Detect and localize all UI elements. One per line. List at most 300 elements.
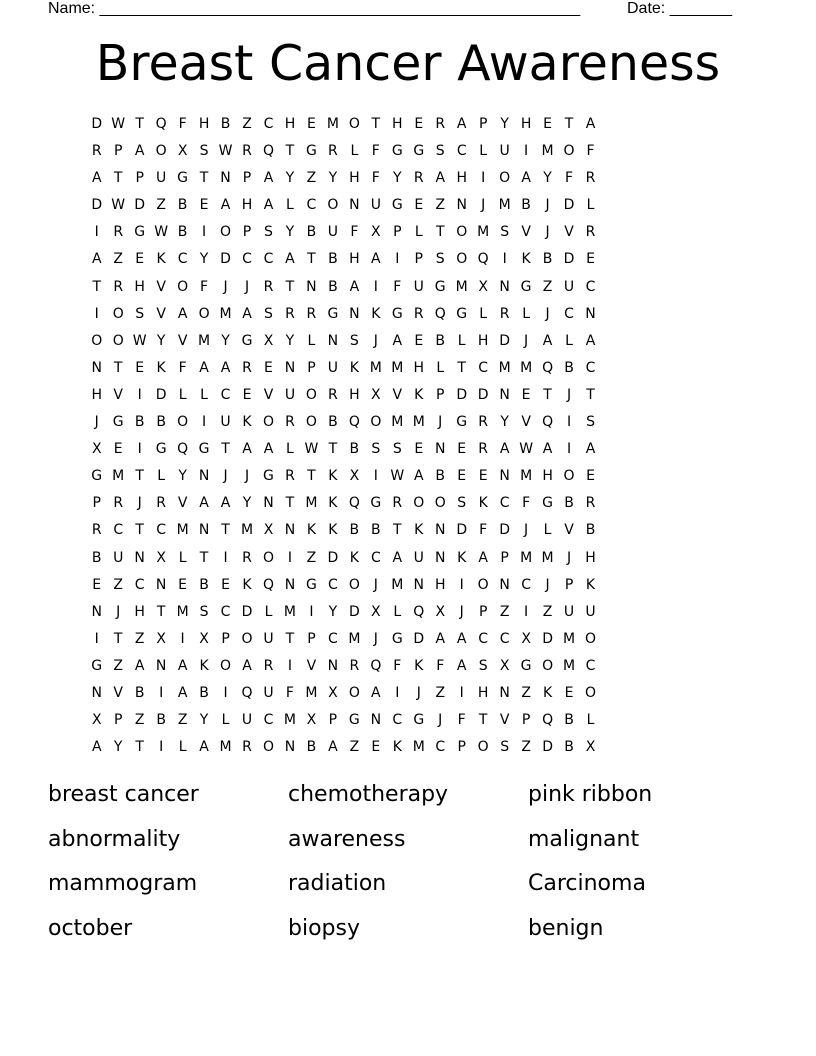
grid-letter: S: [349, 332, 359, 349]
grid-letter: I: [524, 143, 529, 160]
grid-letter: B: [521, 197, 531, 214]
grid-row: [86, 737, 730, 764]
grid-letter: T: [285, 630, 295, 647]
grid-letter: A: [542, 332, 553, 349]
grid-letter: Z: [242, 116, 252, 132]
grid-letter: W: [132, 332, 147, 349]
grid-letter: C: [242, 251, 252, 268]
grid-letter: R: [413, 305, 424, 322]
grid-letter: A: [585, 116, 596, 132]
grid-letter: D: [456, 386, 468, 403]
grid-letter: S: [457, 495, 467, 512]
grid-letter: G: [155, 441, 167, 458]
grid-letter: U: [563, 278, 575, 295]
grid-letter: R: [113, 224, 124, 241]
grid-letter: G: [456, 305, 468, 322]
grid-letter: R: [91, 143, 102, 160]
grid-letter: R: [349, 657, 360, 674]
grid-letter: K: [156, 359, 166, 376]
grid-letter: H: [477, 332, 489, 349]
grid-letter: S: [371, 441, 381, 458]
grid-letter: X: [306, 712, 317, 729]
grid-letter: J: [416, 684, 421, 701]
grid-letter: Y: [242, 495, 252, 512]
grid-letter: S: [199, 143, 209, 160]
grid-letter: P: [564, 576, 574, 593]
grid-letter: G: [305, 576, 317, 593]
grid-letter: P: [500, 549, 509, 566]
word-list-item: radiation: [288, 871, 387, 896]
grid-letter: H: [413, 359, 425, 376]
grid-letter: N: [284, 522, 296, 539]
grid-letter: X: [435, 603, 446, 620]
grid-letter: C: [585, 359, 596, 376]
grid-letter: T: [156, 603, 166, 620]
grid-letter: T: [92, 278, 102, 295]
grid-letter: P: [242, 170, 252, 187]
grid-letter: H: [134, 603, 145, 620]
grid-letter: D: [563, 251, 575, 268]
grid-letter: V: [113, 386, 123, 403]
grid-letter: J: [438, 414, 443, 431]
grid-letter: F: [393, 278, 402, 295]
grid-letter: H: [241, 197, 253, 214]
grid-letter: I: [180, 630, 185, 647]
grid-letter: J: [373, 576, 378, 593]
grid-letter: E: [178, 576, 188, 593]
grid-letter: C: [456, 143, 467, 160]
grid-row: [86, 656, 730, 683]
grid-letter: X: [521, 630, 531, 647]
grid-letter: O: [434, 495, 446, 512]
grid-letter: B: [134, 414, 145, 431]
grid-letter: O: [477, 576, 489, 593]
grid-letter: R: [478, 441, 489, 458]
grid-letter: A: [456, 657, 467, 674]
word-list-item: awareness: [288, 826, 406, 852]
grid-letter: X: [499, 657, 510, 674]
grid-letter: R: [435, 116, 446, 132]
grid-letter: Y: [156, 332, 166, 349]
grid-letter: L: [286, 441, 294, 458]
grid-letter: N: [434, 522, 446, 539]
grid-letter: Z: [542, 603, 553, 620]
grid-letter: N: [284, 739, 296, 756]
grid-letter: I: [309, 603, 314, 620]
grid-letter: P: [328, 712, 338, 729]
grid-letter: G: [413, 712, 425, 729]
grid-letter: Z: [435, 197, 446, 214]
grid-letter: P: [242, 224, 252, 241]
grid-letter: E: [478, 468, 488, 485]
grid-letter: A: [91, 739, 102, 756]
grid-letter: J: [545, 305, 550, 322]
grid-letter: D: [348, 603, 360, 620]
grid-letter: U: [413, 549, 424, 566]
grid-letter: K: [328, 495, 338, 512]
grid-letter: E: [113, 441, 123, 458]
grid-letter: O: [542, 657, 554, 674]
grid-letter: E: [414, 332, 424, 349]
grid-letter: T: [586, 386, 595, 403]
grid-letter: B: [542, 251, 553, 268]
grid-row: [86, 602, 730, 629]
grid-letter: I: [137, 386, 142, 403]
grid-letter: S: [478, 657, 488, 674]
grid-letter: D: [542, 630, 553, 647]
grid-letter: F: [200, 278, 209, 295]
grid-letter: N: [327, 332, 339, 349]
grid-row: [86, 331, 730, 358]
grid-letter: F: [586, 143, 595, 160]
grid-letter: C: [435, 739, 446, 756]
grid-letter: I: [159, 739, 164, 756]
grid-letter: K: [414, 522, 424, 539]
grid-letter: Q: [262, 143, 274, 160]
grid-letter: L: [350, 143, 359, 160]
grid-letter: A: [263, 441, 274, 458]
grid-letter: R: [242, 739, 252, 756]
grid-letter: N: [155, 576, 167, 593]
grid-letter: M: [176, 603, 189, 620]
grid-letter: N: [327, 657, 339, 674]
grid-letter: I: [287, 549, 293, 566]
grid-letter: I: [459, 684, 464, 701]
grid-letter: E: [564, 684, 574, 701]
grid-letter: N: [91, 359, 102, 376]
grid-letter: V: [263, 386, 274, 403]
grid-letter: D: [241, 603, 253, 620]
name-field-label: Name: ______________________________________________________: [48, 0, 581, 17]
grid-row: [86, 114, 730, 141]
grid-letter: K: [371, 305, 381, 322]
grid-letter: N: [499, 468, 510, 485]
grid-letter: Z: [349, 739, 360, 756]
grid-letter: H: [456, 170, 467, 187]
grid-letter: A: [177, 684, 188, 701]
grid-letter: Y: [328, 603, 338, 620]
grid-letter: I: [502, 251, 507, 268]
grid-letter: M: [412, 414, 425, 431]
grid-letter: L: [393, 603, 402, 620]
word-list-item: abnormality: [48, 826, 181, 852]
grid-letter: A: [134, 143, 145, 160]
grid-letter: G: [456, 414, 468, 431]
grid-letter: Z: [177, 712, 188, 729]
grid-letter: X: [371, 386, 381, 403]
grid-letter: D: [134, 197, 146, 214]
grid-letter: O: [585, 630, 597, 647]
grid-letter: D: [499, 332, 511, 349]
grid-letter: D: [563, 197, 575, 214]
grid-letter: V: [177, 495, 188, 512]
grid-letter: M: [520, 549, 533, 566]
grid-letter: G: [134, 224, 146, 241]
grid-letter: T: [135, 468, 144, 485]
grid-letter: E: [457, 441, 467, 458]
grid-letter: M: [563, 630, 576, 647]
grid-letter: D: [499, 522, 511, 539]
grid-letter: Y: [543, 170, 552, 187]
grid-letter: J: [438, 712, 443, 729]
grid-letter: P: [221, 630, 230, 647]
grid-letter: S: [264, 224, 273, 241]
grid-letter: T: [478, 712, 488, 729]
grid-letter: X: [349, 468, 360, 485]
grid-letter: L: [157, 468, 166, 485]
grid-letter: N: [349, 197, 360, 214]
grid-letter: D: [220, 251, 231, 268]
grid-letter: L: [178, 739, 187, 756]
grid-letter: O: [177, 414, 189, 431]
grid-letter: Z: [435, 684, 446, 701]
grid-letter: R: [478, 414, 489, 431]
grid-letter: O: [456, 251, 468, 268]
grid-letter: Q: [348, 495, 360, 512]
grid-letter: H: [585, 549, 596, 566]
grid-letter: O: [370, 414, 382, 431]
grid-letter: I: [94, 305, 99, 322]
grid-letter: R: [113, 278, 124, 295]
grid-row: [86, 548, 730, 575]
grid-letter: W: [154, 224, 169, 241]
grid-row: [86, 385, 730, 412]
grid-letter: S: [500, 739, 510, 756]
grid-letter: N: [91, 603, 102, 620]
grid-letter: J: [566, 386, 572, 403]
grid-letter: M: [176, 522, 189, 539]
grid-letter: H: [542, 468, 553, 485]
grid-letter: L: [586, 197, 595, 214]
grid-letter: X: [156, 549, 166, 566]
grid-row: [86, 277, 730, 304]
grid-letter: C: [392, 712, 403, 729]
grid-letter: C: [328, 630, 338, 647]
grid-letter: M: [219, 305, 232, 322]
grid-letter: J: [459, 603, 464, 620]
grid-letter: Q: [477, 251, 489, 268]
grid-letter: T: [564, 116, 574, 132]
grid-letter: L: [522, 305, 531, 322]
grid-letter: D: [91, 197, 103, 214]
grid-letter: B: [371, 522, 381, 539]
grid-letter: Z: [113, 576, 123, 593]
grid-letter: G: [177, 170, 189, 187]
grid-letter: V: [521, 414, 531, 431]
grid-letter: A: [177, 305, 188, 322]
grid-letter: I: [373, 468, 378, 485]
grid-letter: H: [349, 386, 360, 403]
grid-letter: M: [219, 739, 232, 756]
grid-letter: E: [221, 576, 230, 593]
grid-letter: T: [307, 468, 316, 485]
grid-letter: R: [285, 305, 295, 322]
grid-letter: R: [585, 495, 596, 512]
grid-letter: I: [395, 251, 400, 268]
grid-letter: R: [392, 495, 403, 512]
grid-letter: Z: [542, 278, 553, 295]
grid-letter: Z: [134, 712, 145, 729]
grid-letter: U: [327, 359, 339, 376]
grid-letter: J: [223, 278, 228, 295]
grid-letter: Q: [155, 116, 167, 132]
grid-letter: Q: [542, 712, 554, 729]
grid-letter: F: [436, 657, 445, 674]
grid-letter: B: [199, 576, 209, 593]
grid-letter: A: [199, 495, 209, 512]
grid-letter: O: [477, 739, 489, 756]
grid-letter: G: [348, 712, 360, 729]
grid-letter: P: [457, 739, 466, 756]
grid-letter: R: [156, 495, 166, 512]
grid-letter: N: [413, 576, 424, 593]
grid-letter: B: [156, 712, 166, 729]
grid-letter: M: [283, 603, 296, 620]
grid-letter: O: [112, 332, 124, 349]
grid-letter: B: [91, 549, 102, 566]
grid-letter: A: [134, 657, 145, 674]
grid-letter: M: [240, 522, 254, 539]
grid-letter: R: [263, 657, 274, 674]
word-list-item: chemotherapy: [288, 782, 449, 807]
grid-letter: B: [306, 224, 317, 241]
grid-letter: H: [349, 170, 360, 187]
grid-letter: F: [457, 712, 466, 729]
grid-letter: H: [134, 278, 145, 295]
grid-letter: L: [479, 305, 488, 322]
grid-letter: M: [477, 224, 490, 241]
grid-letter: I: [223, 549, 228, 566]
grid-letter: Z: [499, 603, 510, 620]
grid-letter: N: [349, 305, 360, 322]
grid-letter: I: [94, 224, 99, 241]
grid-letter: H: [477, 684, 489, 701]
grid-letter: M: [412, 739, 425, 756]
grid-letter: O: [348, 684, 360, 701]
grid-letter: O: [413, 495, 425, 512]
grid-letter: J: [545, 197, 550, 214]
grid-letter: I: [137, 441, 142, 458]
grid-letter: H: [434, 576, 446, 593]
grid-letter: E: [199, 197, 209, 214]
grid-letter: I: [373, 278, 378, 295]
grid-letter: H: [198, 116, 210, 132]
grid-letter: I: [94, 630, 99, 647]
grid-letter: G: [241, 332, 253, 349]
grid-letter: A: [242, 441, 252, 458]
grid-letter: E: [586, 251, 595, 268]
grid-letter: P: [135, 170, 144, 187]
grid-letter: O: [456, 224, 468, 241]
grid-letter: G: [542, 495, 553, 512]
grid-letter: C: [499, 630, 510, 647]
grid-letter: J: [545, 224, 550, 241]
grid-letter: G: [263, 468, 274, 485]
grid-letter: C: [263, 712, 274, 729]
word-list-item: malignant: [528, 826, 640, 852]
grid-letter: T: [285, 143, 295, 160]
grid-letter: M: [305, 684, 318, 701]
grid-letter: F: [371, 143, 380, 160]
grid-letter: M: [305, 495, 318, 512]
grid-letter: H: [520, 116, 532, 132]
grid-letter: A: [91, 170, 102, 187]
grid-letter: A: [392, 332, 403, 349]
grid-letter: U: [156, 170, 167, 187]
grid-letter: B: [328, 251, 338, 268]
grid-letter: C: [220, 603, 231, 620]
grid-letter: N: [306, 278, 317, 295]
grid-letter: M: [283, 712, 296, 729]
grid-letter: S: [586, 414, 595, 431]
grid-letter: E: [92, 576, 102, 593]
grid-letter: K: [328, 468, 338, 485]
grid-letter: B: [306, 739, 317, 756]
grid-letter: X: [371, 224, 381, 241]
grid-letter: P: [113, 143, 123, 160]
grid-letter: C: [134, 576, 145, 593]
grid-letter: B: [564, 359, 574, 376]
grid-letter: Y: [221, 332, 230, 349]
grid-letter: A: [585, 332, 596, 349]
grid-letter: L: [264, 603, 273, 620]
grid-letter: B: [564, 495, 574, 512]
grid-letter: R: [113, 495, 124, 512]
grid-letter: U: [563, 603, 575, 620]
grid-letter: A: [392, 549, 403, 566]
grid-letter: M: [391, 576, 404, 593]
grid-letter: N: [499, 386, 510, 403]
grid-letter: H: [392, 116, 403, 132]
grid-letter: O: [155, 143, 167, 160]
grid-letter: I: [202, 414, 207, 431]
grid-letter: A: [499, 441, 510, 458]
grid-letter: L: [221, 712, 230, 729]
grid-letter: F: [393, 657, 402, 674]
grid-letter: G: [391, 197, 403, 214]
grid-letter: Z: [521, 684, 531, 701]
grid-letter: N: [198, 522, 210, 539]
grid-letter: K: [242, 414, 252, 431]
grid-letter: M: [391, 359, 404, 376]
grid-letter: K: [585, 576, 596, 593]
grid-letter: A: [91, 251, 102, 268]
grid-letter: U: [327, 224, 339, 241]
grid-letter: T: [135, 739, 144, 756]
grid-letter: N: [155, 657, 167, 674]
grid-letter: I: [459, 576, 464, 593]
grid-letter: A: [242, 657, 252, 674]
grid-letter: C: [306, 197, 317, 214]
grid-letter: S: [392, 441, 402, 458]
grid-letter: Q: [177, 441, 189, 458]
grid-letter: O: [348, 116, 360, 132]
grid-letter: E: [264, 359, 273, 376]
grid-letter: M: [391, 414, 404, 431]
grid-letter: B: [199, 684, 209, 701]
grid-letter: G: [91, 657, 103, 674]
grid-letter: M: [198, 332, 211, 349]
grid-letter: R: [242, 359, 252, 376]
grid-letter: O: [241, 630, 253, 647]
grid-letter: N: [370, 712, 382, 729]
grid-letter: A: [177, 657, 188, 674]
grid-letter: R: [242, 549, 252, 566]
grid-row: [86, 710, 730, 737]
grid-letter: P: [521, 712, 531, 729]
grid-letter: R: [499, 305, 510, 322]
word-search-grid: [86, 114, 730, 764]
